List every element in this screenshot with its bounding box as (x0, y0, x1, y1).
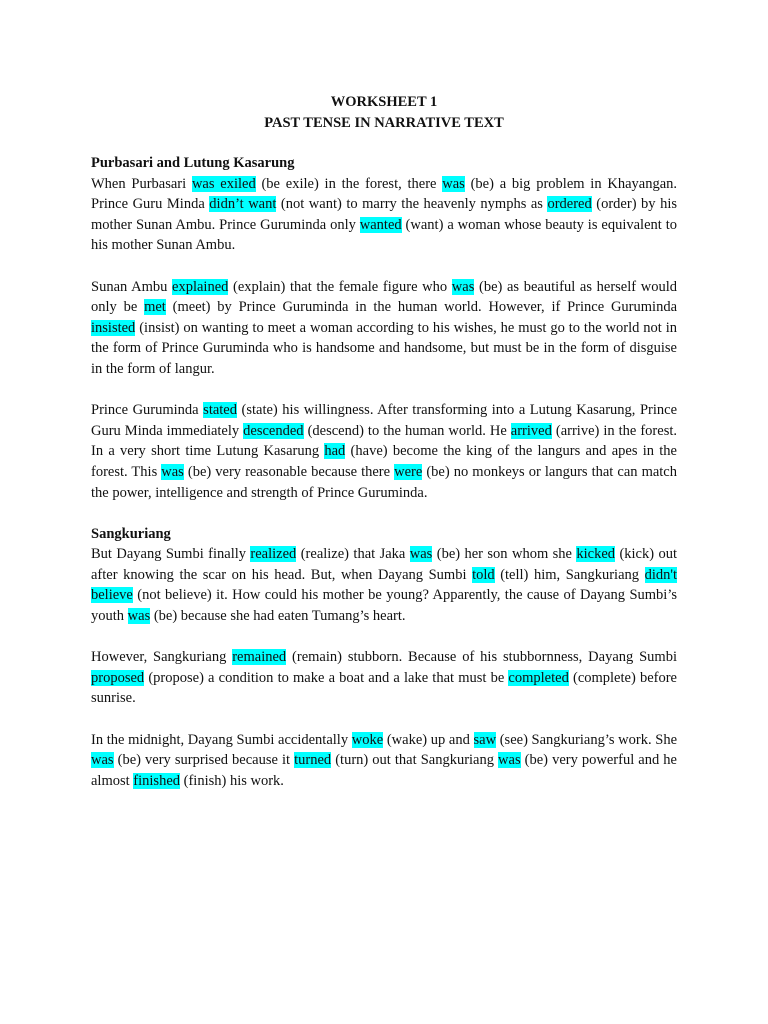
highlighted-verb: insisted (91, 319, 136, 336)
text-run: (see) Sangkuriang’s work. She (496, 731, 678, 748)
text-run: (be) as beautiful as herself would only be (91, 278, 677, 316)
paragraph (91, 544, 677, 626)
highlighted-verb: saw (473, 731, 497, 748)
section-purbasari (91, 153, 677, 503)
highlighted-verb: was (442, 175, 465, 192)
text-run: (kick) out after knowing the scar on his head. But, when Dayang Sumbi (91, 546, 678, 583)
highlighted-verb: was (409, 546, 433, 563)
text-run: (be) very surprised because it (113, 752, 295, 769)
text-run: (realize) that Jaka (296, 546, 410, 563)
section-sangkuriang (91, 524, 677, 792)
text-run: (state) his willingness. After transforming into a Lutung Kasarung, Prince Guru Minda immediately (91, 402, 678, 439)
highlighted-verb: was (451, 278, 475, 295)
text-run: (be) very reasonable because there (183, 463, 395, 480)
text-run: (not want) to marry the heavenly nymphs as (276, 196, 548, 213)
highlighted-verb: had (324, 443, 346, 460)
text-run: (wake) up and (383, 731, 474, 748)
text-run: However, Sangkuriang (91, 649, 233, 666)
paragraph (91, 730, 677, 792)
text-run: (arrive) in the forest. In a very short time Lutung Kasarung (91, 422, 677, 460)
text-run: (order) by his mother Sunan Ambu. Prince Guruminda only (91, 196, 678, 233)
text-run: (explain) that the female figure who (228, 278, 452, 295)
highlighted-verb: was (161, 463, 184, 480)
highlighted-verb: woke (351, 731, 384, 748)
text-run: (be) very powerful and he almost (91, 752, 677, 789)
highlighted-verb: explained (172, 278, 229, 295)
highlighted-verb: was (127, 608, 151, 625)
text-run: Sunan Ambu (91, 278, 173, 295)
text-run: (want) a woman whose beauty is equivalent to his mother Sunan Ambu. (91, 216, 677, 254)
text-run: (remain) stubborn. Because of his stubbornness, Dayang Sumbi (286, 649, 677, 666)
text-run: (be) a big problem in Khayangan. Prince Guru Minda (91, 175, 678, 213)
highlighted-verb: kicked (576, 546, 616, 563)
highlighted-verb: remained (232, 649, 287, 666)
paragraph (91, 647, 677, 709)
highlighted-verb: was (498, 752, 521, 769)
section-title: Purbasari and Lutung Kasarung (91, 155, 295, 171)
highlighted-verb: stated (203, 402, 237, 419)
text-run: (be exile) in the forest, there (255, 175, 443, 192)
highlighted-verb: realized (250, 546, 297, 563)
highlighted-verb: finished (133, 772, 181, 789)
text-run: (finish) his work. (180, 772, 284, 789)
text-run: Prince Guruminda (91, 402, 204, 419)
highlighted-verb: ordered (547, 196, 592, 213)
highlighted-verb: told (472, 566, 495, 583)
text-run: (not believe) it. How could his mother be young? Apparently, the cause of Dayang Sumbi’s youth (91, 587, 677, 625)
text-run: When Purbasari (91, 175, 192, 192)
worksheet-content (91, 153, 677, 791)
text-run: (meet) by Prince Guruminda in the human world. However, if Prince Guruminda (165, 299, 678, 316)
highlighted-verb: was exiled (191, 175, 256, 192)
highlighted-verb: didn’t want (209, 196, 277, 213)
highlighted-verb: met (144, 299, 166, 316)
highlighted-verb: completed (508, 669, 569, 686)
text-run: In the midnight, Dayang Sumbi accidentally (91, 731, 352, 748)
text-run: (turn) out that Sangkuriang (331, 752, 499, 769)
worksheet-header (0, 92, 768, 133)
text-run: (be) her son whom she (432, 546, 577, 563)
highlighted-verb: descended (243, 422, 304, 439)
paragraph (91, 400, 677, 503)
highlighted-verb: didn't believe (91, 566, 678, 604)
text-run: (propose) a condition to make a boat and a lake that must be (144, 669, 509, 686)
text-run: (insist) on wanting to meet a woman according to his wishes, he must go to the world not in the form of Prince Guruminda who is handsome and handsome, but must be in the form of disguise in the form of langur. (91, 319, 677, 377)
text-run: But Dayang Sumbi finally (91, 546, 251, 563)
paragraph (91, 277, 677, 380)
highlighted-verb: were (394, 463, 423, 480)
text-run: (tell) him, Sangkuriang (494, 566, 645, 583)
text-run: (be) because she had eaten Tumang’s heart. (150, 608, 406, 625)
text-run: (complete) before sunrise. (91, 669, 677, 707)
paragraph (91, 174, 677, 256)
text-run: (be) no monkeys or langurs that can match the power, intelligence and strength of Prince Guruminda. (91, 463, 677, 501)
highlighted-verb: arrived (510, 422, 552, 439)
text-run: (have) become the king of the langurs and apes in the forest. This (91, 443, 677, 480)
highlighted-verb: was (91, 752, 114, 769)
highlighted-verb: proposed (91, 669, 145, 686)
worksheet-title: WORKSHEET 1 (330, 94, 438, 110)
section-title: Sangkuriang (91, 525, 171, 542)
worksheet-subtitle: PAST TENSE IN NARRATIVE TEXT (264, 114, 504, 131)
highlighted-verb: turned (294, 752, 332, 769)
text-run: (descend) to the human world. He (303, 422, 511, 439)
highlighted-verb: wanted (359, 216, 402, 233)
